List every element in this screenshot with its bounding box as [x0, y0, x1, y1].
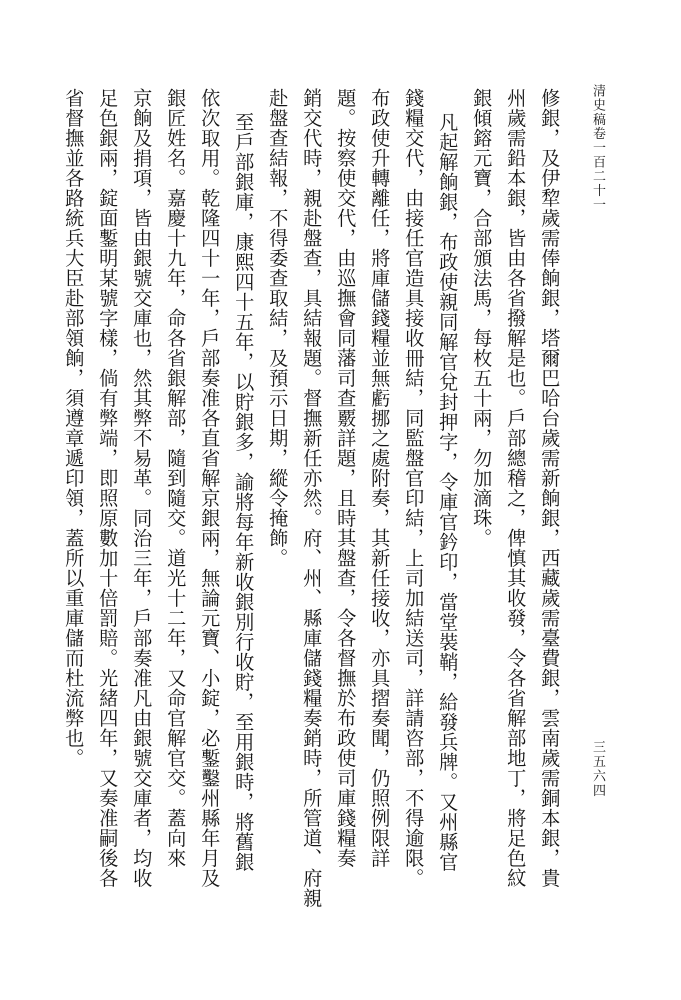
- text-column: 赴盤查結報，不得委查取結，及預示日期，縱令掩飾。: [266, 88, 290, 568]
- text-column: 京餉及捐項，皆由銀號交庫也，然其弊不易革。同治三年，戶部奏准凡由銀號交庫者，均收: [130, 88, 154, 888]
- text-column: 修銀，及伊犂歲需俸餉銀，塔爾巴哈台歲需新餉銀，西藏歲需臺費銀，雲南歲需銅本銀，貴: [538, 88, 562, 888]
- running-header: 清史稿卷一百二十一: [590, 84, 605, 212]
- text-column: 省督撫並各路統兵大臣赴部領餉，須遵章遞印領，蓋所以重庫儲而杜流弊也。: [62, 88, 86, 768]
- text-column: 題。按察使交代，由巡撫會同藩司查覈詳題，且時其盤查，令各督撫於布政使司庫錢糧奏: [334, 88, 358, 868]
- text-column: 凡起解餉銀，布政使親同解官兌封押字，令庫官鈐印，當堂裝鞘，給發兵牌。又州縣官: [436, 112, 460, 872]
- text-column: 錢糧交代，由接任官造具接收冊結，同監盤官印結，上司加結送司，詳請咨部，不得逾限。: [402, 88, 426, 888]
- text-column: 銷交代時，親赴盤查，具結報題。督撫新任亦然。府、州、縣庫儲錢糧奏銷時，所管道、府親: [300, 88, 324, 908]
- text-column: 州歲需鉛本銀，皆由各省撥解是也。戶部總稽之，俾慎其收發，令各省解部地丁，將足色紋: [504, 88, 528, 888]
- text-column: 至戶部銀庫，康熙四十五年，以貯銀多，諭將每年新收銀別行收貯，至用銀時，將舊銀: [232, 112, 256, 872]
- text-column: 布政使升轉離任，將庫儲錢糧並無虧挪之處附奏，其新任接收，亦具摺奏聞，仍照例限詳: [368, 88, 392, 868]
- text-column: 銀匠姓名。嘉慶十九年，命各省銀解部，隨到隨交。道光十二年，又命官解官交。蓋向來: [164, 88, 188, 868]
- text-column: 依次取用。乾隆四十一年，戶部奏准各直省解京銀兩，無論元寶、小錠，必鏨鑿州縣年月及: [198, 88, 222, 888]
- text-column: 銀傾鎔元寶，合部頒法馬，每枚五十兩，勿加滴珠。: [470, 88, 494, 548]
- page-number: 三五六四: [590, 740, 605, 798]
- text-column: 足色銀兩，錠面鏨明某號字樣，倘有弊端，即照原數加十倍罰賠。光緒四年，又奏准嗣後各: [96, 88, 120, 888]
